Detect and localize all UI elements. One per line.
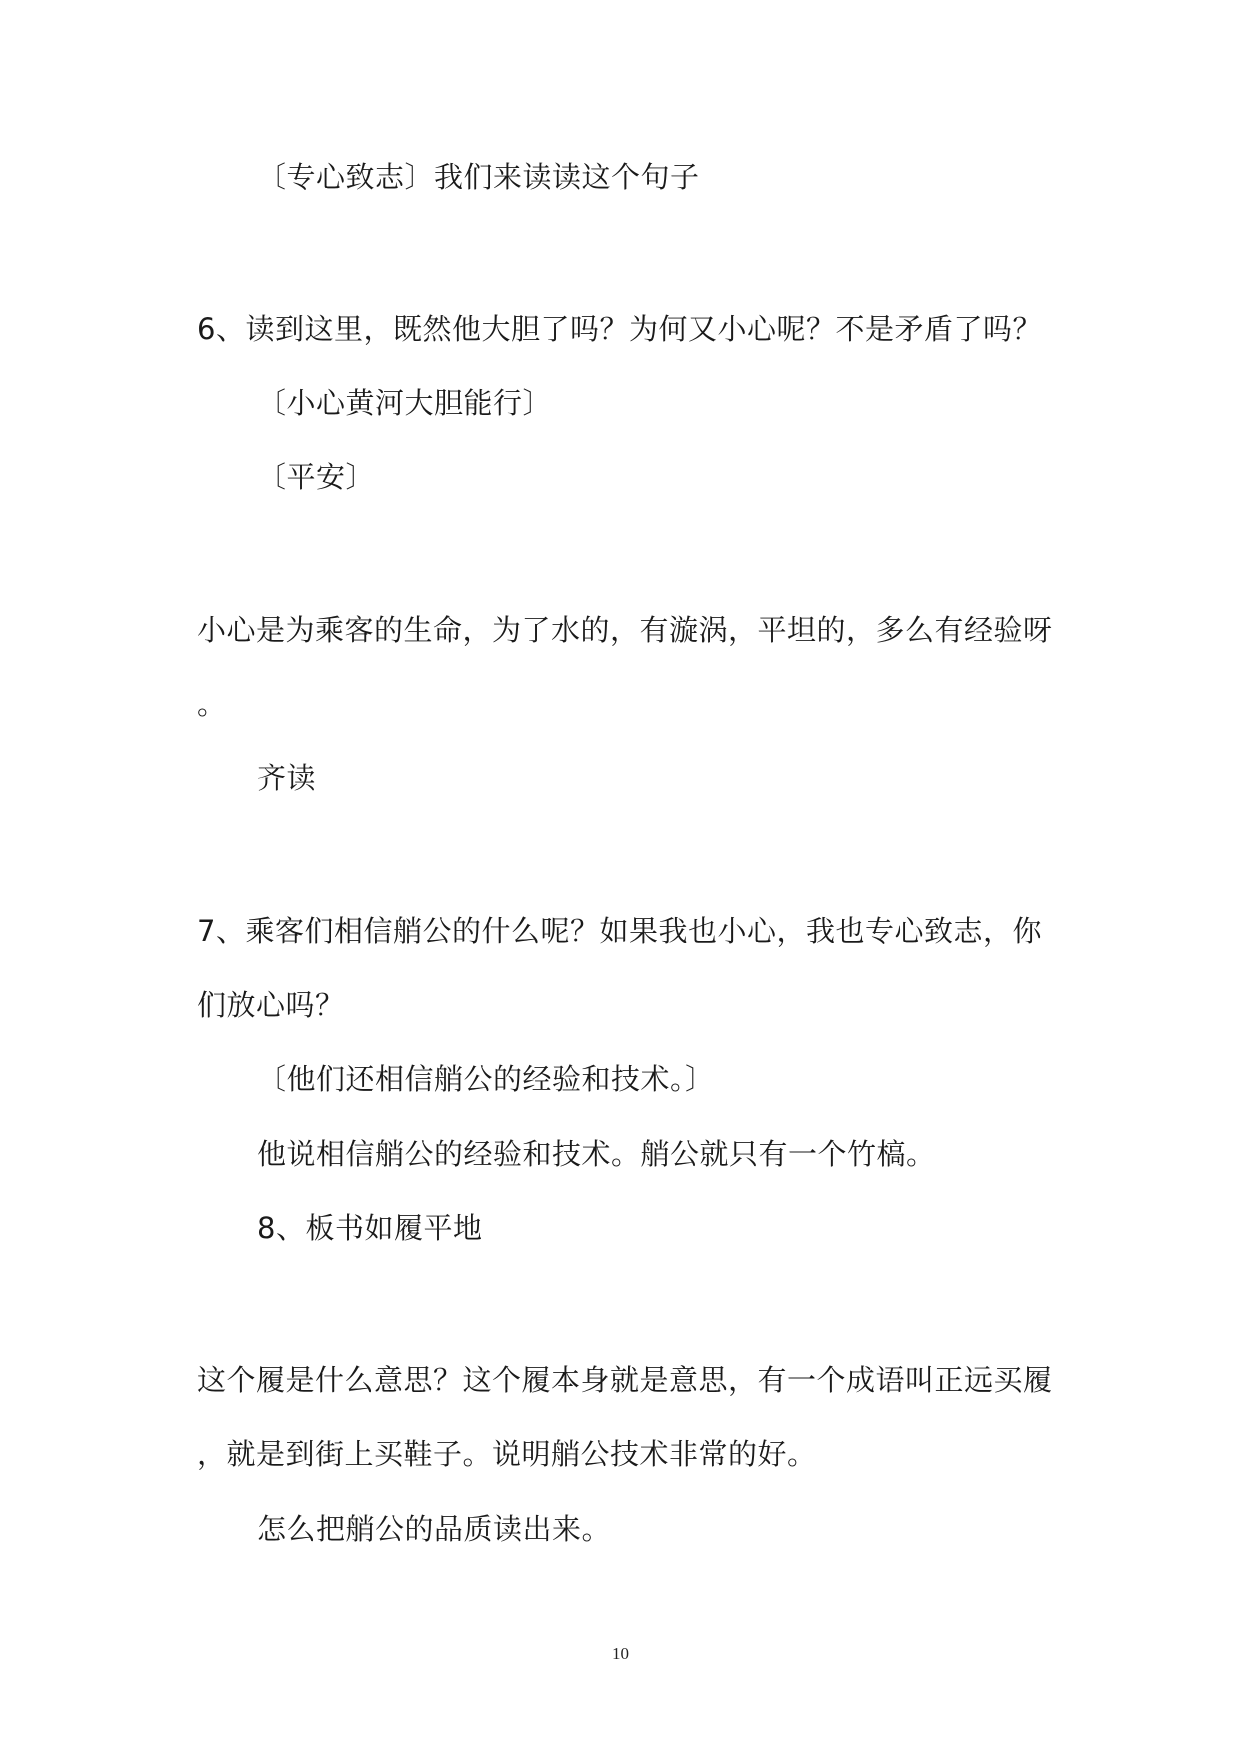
text-line-focus-phrase: 〔专心致志〕我们来读读这个句子 <box>257 160 700 194</box>
text-line-safe: 〔平安〕 <box>257 460 376 494</box>
text-line-careful-explanation: 小心是为乘客的生命，为了水的，有漩涡，平坦的，多么有经验呀 <box>197 613 1053 647</box>
text-line-blackboard: 8、板书如履平地 <box>257 1211 483 1245</box>
text-line-meaning-continued: ，就是到街上买鞋子。说明艄公技术非常的好。 <box>197 1437 817 1471</box>
text-line-bamboo-pole: 他说相信艄公的经验和技术。艄公就只有一个竹槁。 <box>257 1137 936 1171</box>
text-line-period: 。 <box>197 687 227 721</box>
text-line-read-together: 齐读 <box>257 761 317 795</box>
text-line-read-quality: 怎么把艄公的品质读出来。 <box>257 1512 612 1546</box>
text-line-question-7: 7、乘客们相信艄公的什么呢？如果我也小心，我也专心致志，你 <box>197 914 1042 948</box>
text-line-careful-bold: 〔小心黄河大胆能行〕 <box>257 386 553 420</box>
text-line-meaning-question: 这个履是什么意思？这个履本身就是意思，有一个成语叫正远买履 <box>197 1363 1053 1397</box>
text-line-trust-experience: 〔他们还相信艄公的经验和技术。〕 <box>257 1062 715 1096</box>
text-line-question-7-continued: 们放心吗？ <box>197 988 345 1022</box>
page-number: 10 <box>612 1644 629 1663</box>
text-line-question-6: 6、读到这里，既然他大胆了吗？为何又小心呢？不是矛盾了吗？ <box>197 312 1042 346</box>
